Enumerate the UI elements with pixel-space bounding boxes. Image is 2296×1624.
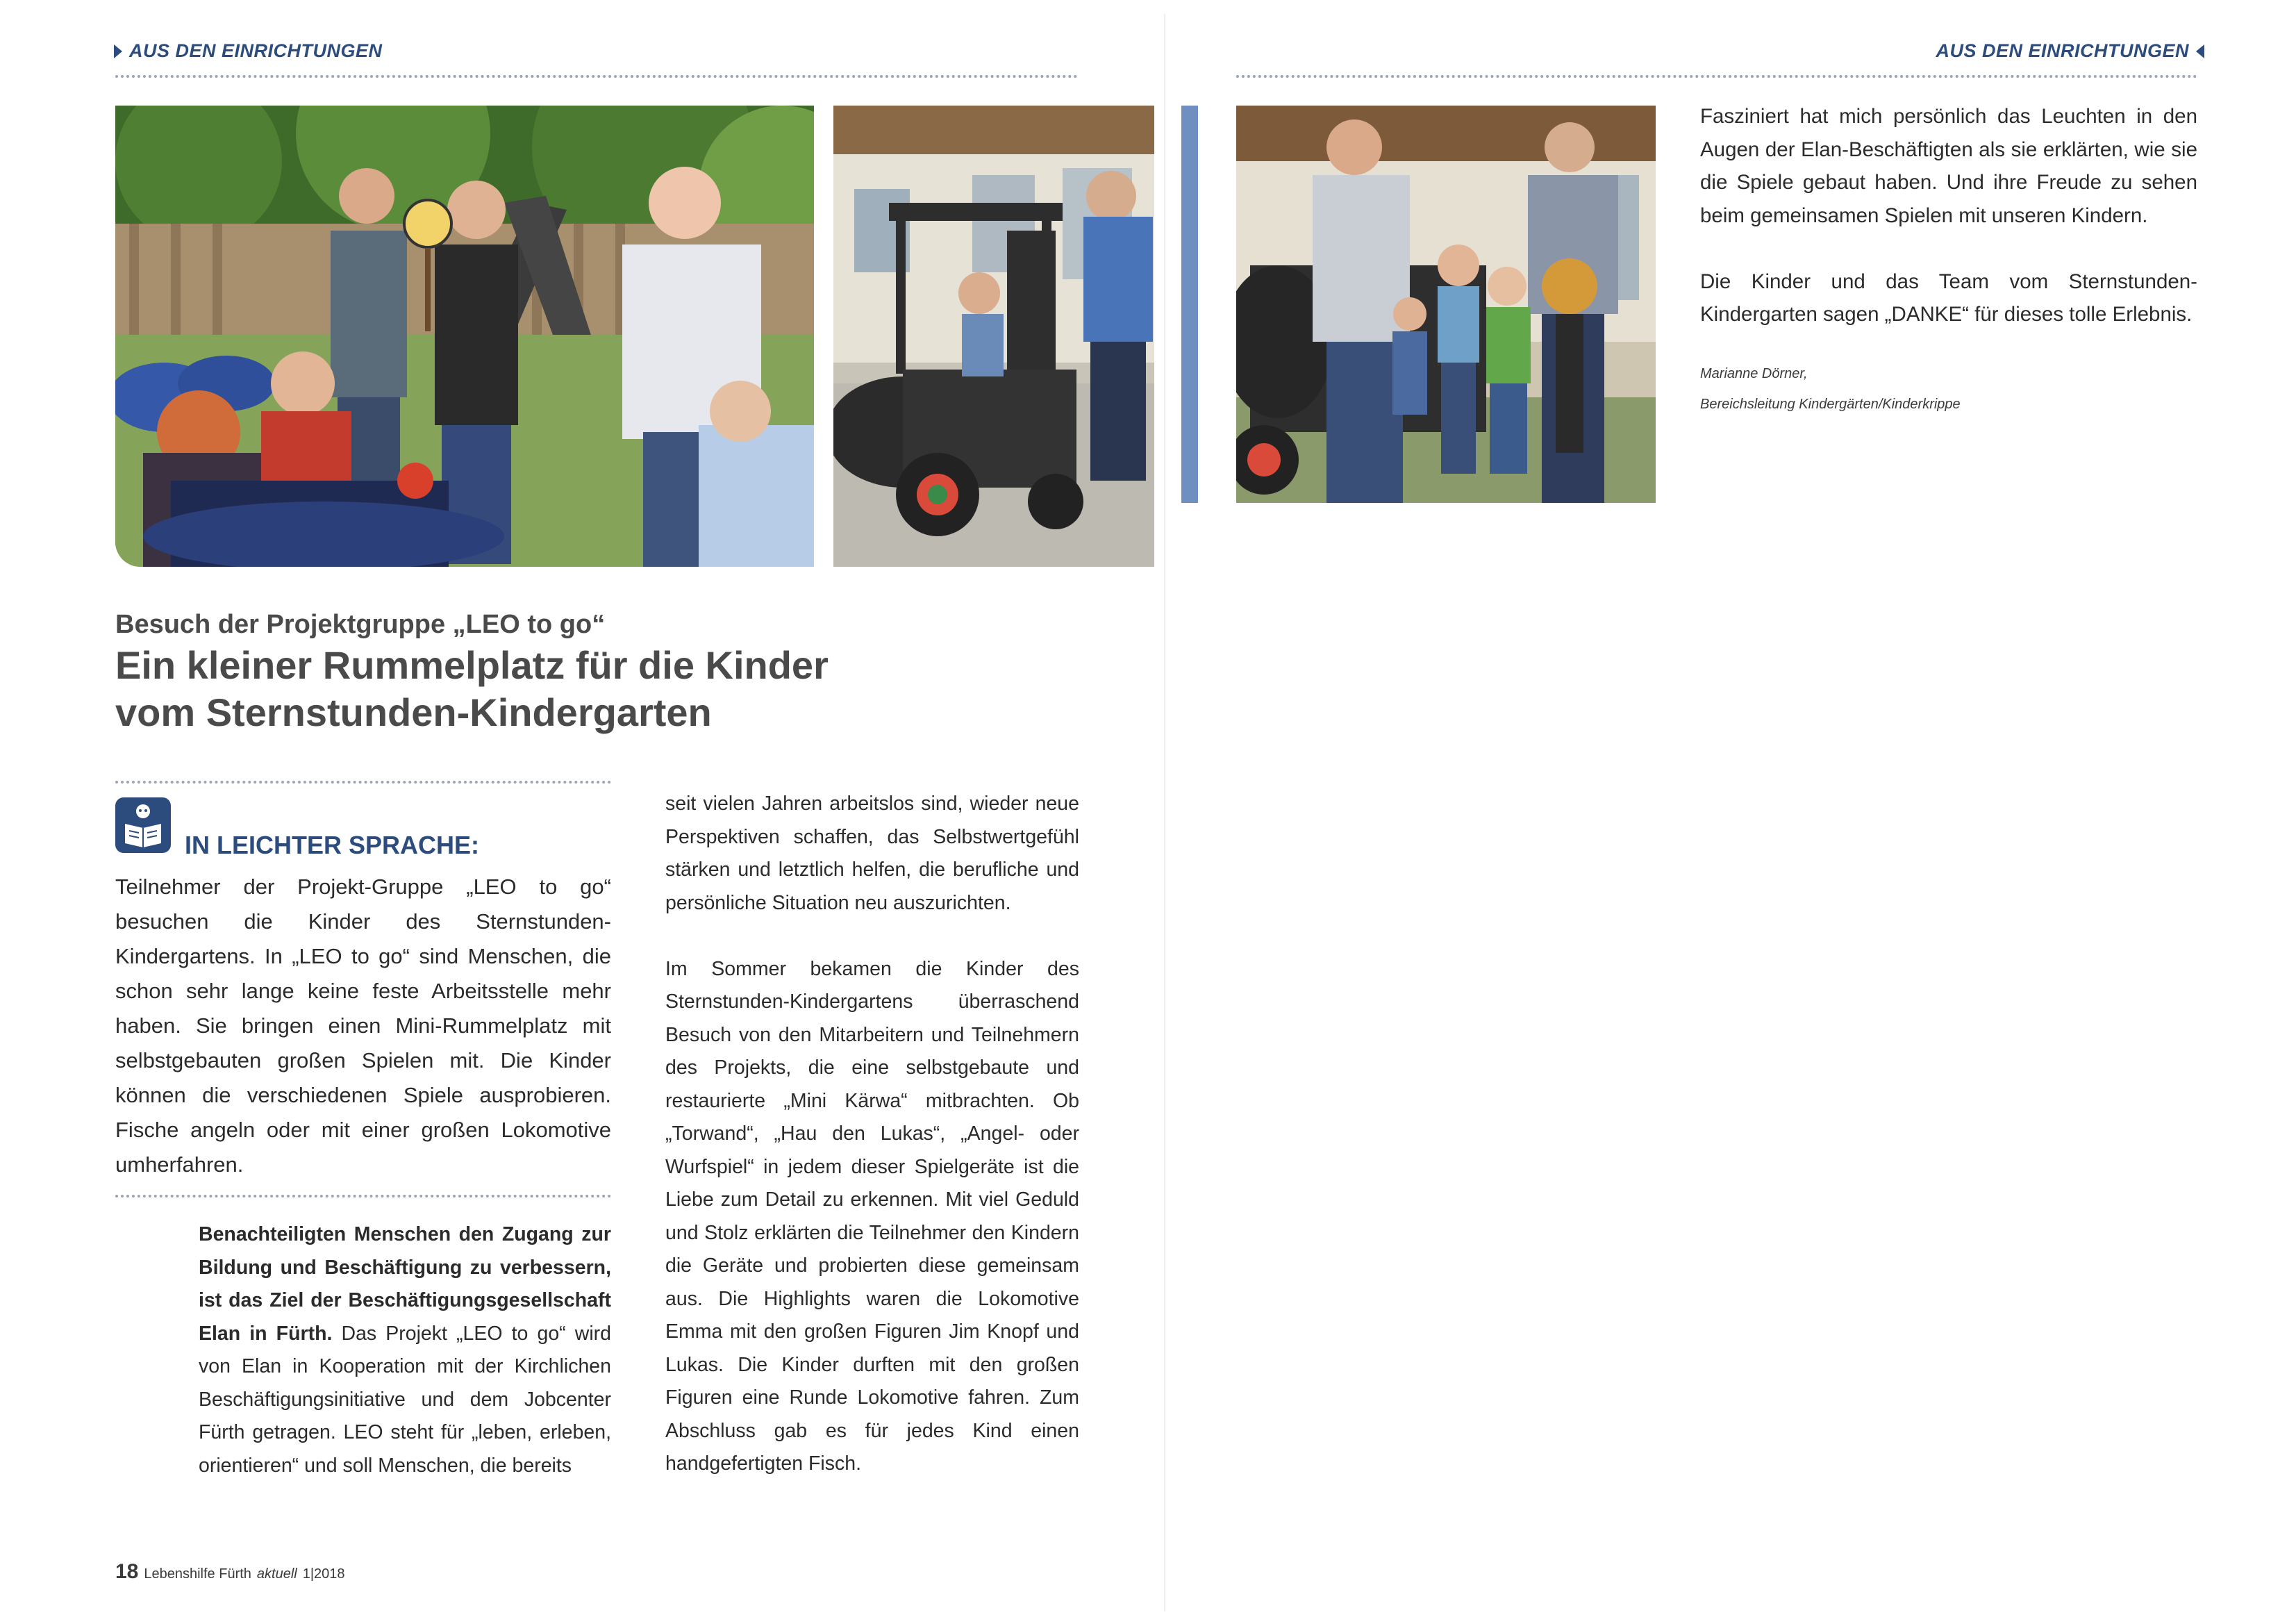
article-kicker: Besuch der Projektgruppe „LEO to go“ bbox=[115, 610, 606, 639]
easy-read-book-icon bbox=[115, 797, 171, 853]
page-number: 18 bbox=[115, 1560, 139, 1583]
page-gutter bbox=[1164, 14, 1165, 1611]
column-paragraph bbox=[199, 1218, 611, 1482]
article-headline bbox=[115, 642, 879, 736]
dotted-divider bbox=[115, 75, 1078, 78]
signature-role: Bereichsleitung Kindergärten/Kinderkrippe bbox=[1700, 397, 1961, 412]
publication-name: Lebenshilfe Fürth bbox=[144, 1566, 251, 1582]
photo-fishing-game bbox=[115, 106, 814, 567]
column-paragraph: seit vielen Jahren arbeitslos sind, wieder neue Perspektiven schaffen, das Selbstwertgefühl stärken und letztlich helfen, die berufliche und persönliche Situation neu auszurichten. bbox=[665, 793, 1079, 914]
headline-line: vom Sternstunden-Kindergarten bbox=[115, 690, 712, 734]
photo-locomotive bbox=[833, 106, 1154, 567]
lead-in-bold: Benachteiligten Menschen den Zugang zur Bildung und Beschäftigung zu verbessern, ist das Ziel der Beschäftigungsgesellschaft Elan in Fürth. bbox=[199, 1223, 611, 1345]
dotted-divider bbox=[1236, 75, 2197, 78]
column-paragraph: Die Kinder und das Team vom Sternstunden-Kindergarten sagen „DANKE“ für dieses tolle Erlebnis. bbox=[1700, 270, 2197, 326]
paragraph-text: Das Projekt „LEO to go“ wird von Elan in Kooperation mit der Kirchlichen Beschäftigungsinitiative und dem Jobcenter Fürth getragen. LEO steht für „leben, erleben, orientieren“ und soll Menschen, die bereits bbox=[199, 1322, 611, 1477]
photo-kids-with-figures bbox=[1236, 106, 1656, 503]
article-column-2 bbox=[665, 788, 1079, 1481]
article-column-1 bbox=[199, 1218, 611, 1482]
easy-language-text: Teilnehmer der Projekt-Gruppe „LEO to go“ besuchen die Kinder des Sternstunden-Kindergartens. In „LEO to go“ sind Menschen, die schon sehr lange keine feste Arbeitsstelle mehr haben. Sie bringen einen Mini-Rummelplatz mit selbstgebauten großen Spielen mit. Die Kinder können die verschiedenen Spiele ausprobieren. Fische angeln oder mit einer großen Lokomotive umherfahren. bbox=[115, 875, 611, 1177]
dotted-divider bbox=[115, 1195, 611, 1198]
section-header-left bbox=[114, 40, 383, 62]
easy-language-title: IN LEICHTER SPRACHE: bbox=[185, 831, 480, 859]
column-paragraph: Fasziniert hat mich persönlich das Leuchten in den Augen der Elan-Beschäftigten als sie erklärten, wie sie die Spiele gebaut haben. Und ihre Freude zu sehen beim gemeinsamen Spielen mit unseren Kindern. bbox=[1700, 105, 2197, 227]
headline-line: Ein kleiner Rummelplatz für die Kinder bbox=[115, 643, 829, 687]
section-label: AUS DEN EINRICHTUNGEN bbox=[129, 40, 383, 61]
decorative-blue-bar bbox=[1181, 106, 1198, 503]
section-header-right bbox=[1936, 40, 2204, 62]
issue-number: 1|2018 bbox=[302, 1566, 345, 1582]
right-page-column bbox=[1700, 100, 2197, 331]
edition-word: aktuell bbox=[256, 1566, 297, 1582]
column-paragraph: Im Sommer bekamen die Kinder des Sternstunden-Kindergartens überraschend Besuch von den Mitarbeitern und Teilnehmern des Projekts, die eine selbstgebaute und restaurierte „Mini Kärwa“ mitbrachten. Ob „Torwand“, „Hau den Lukas“, „Angel- oder Wurfspiel“ in jedem dieser Spielgeräte ist die Liebe zum Detail zu erkennen. Mit viel Geduld und Stolz erklärten die Teilnehmer den Kindern die Geräte und probierten diese gemeinsam aus. Die Highlights waren die Lokomotive Emma mit den großen Figuren Jim Knopf und Lukas. Die Kinder durften mit den großen Figuren eine Runde Lokomotive fahren. Zum Abschluss gab es für jedes Kind einen handgefertigten Fisch. bbox=[665, 957, 1079, 1475]
triangle-left-icon bbox=[2196, 44, 2204, 58]
dotted-divider bbox=[115, 781, 611, 784]
section-label: AUS DEN EINRICHTUNGEN bbox=[1936, 40, 2189, 61]
triangle-right-icon bbox=[114, 44, 122, 58]
page-footer bbox=[115, 1560, 345, 1584]
signature-name: Marianne Dörner, bbox=[1700, 366, 1808, 381]
